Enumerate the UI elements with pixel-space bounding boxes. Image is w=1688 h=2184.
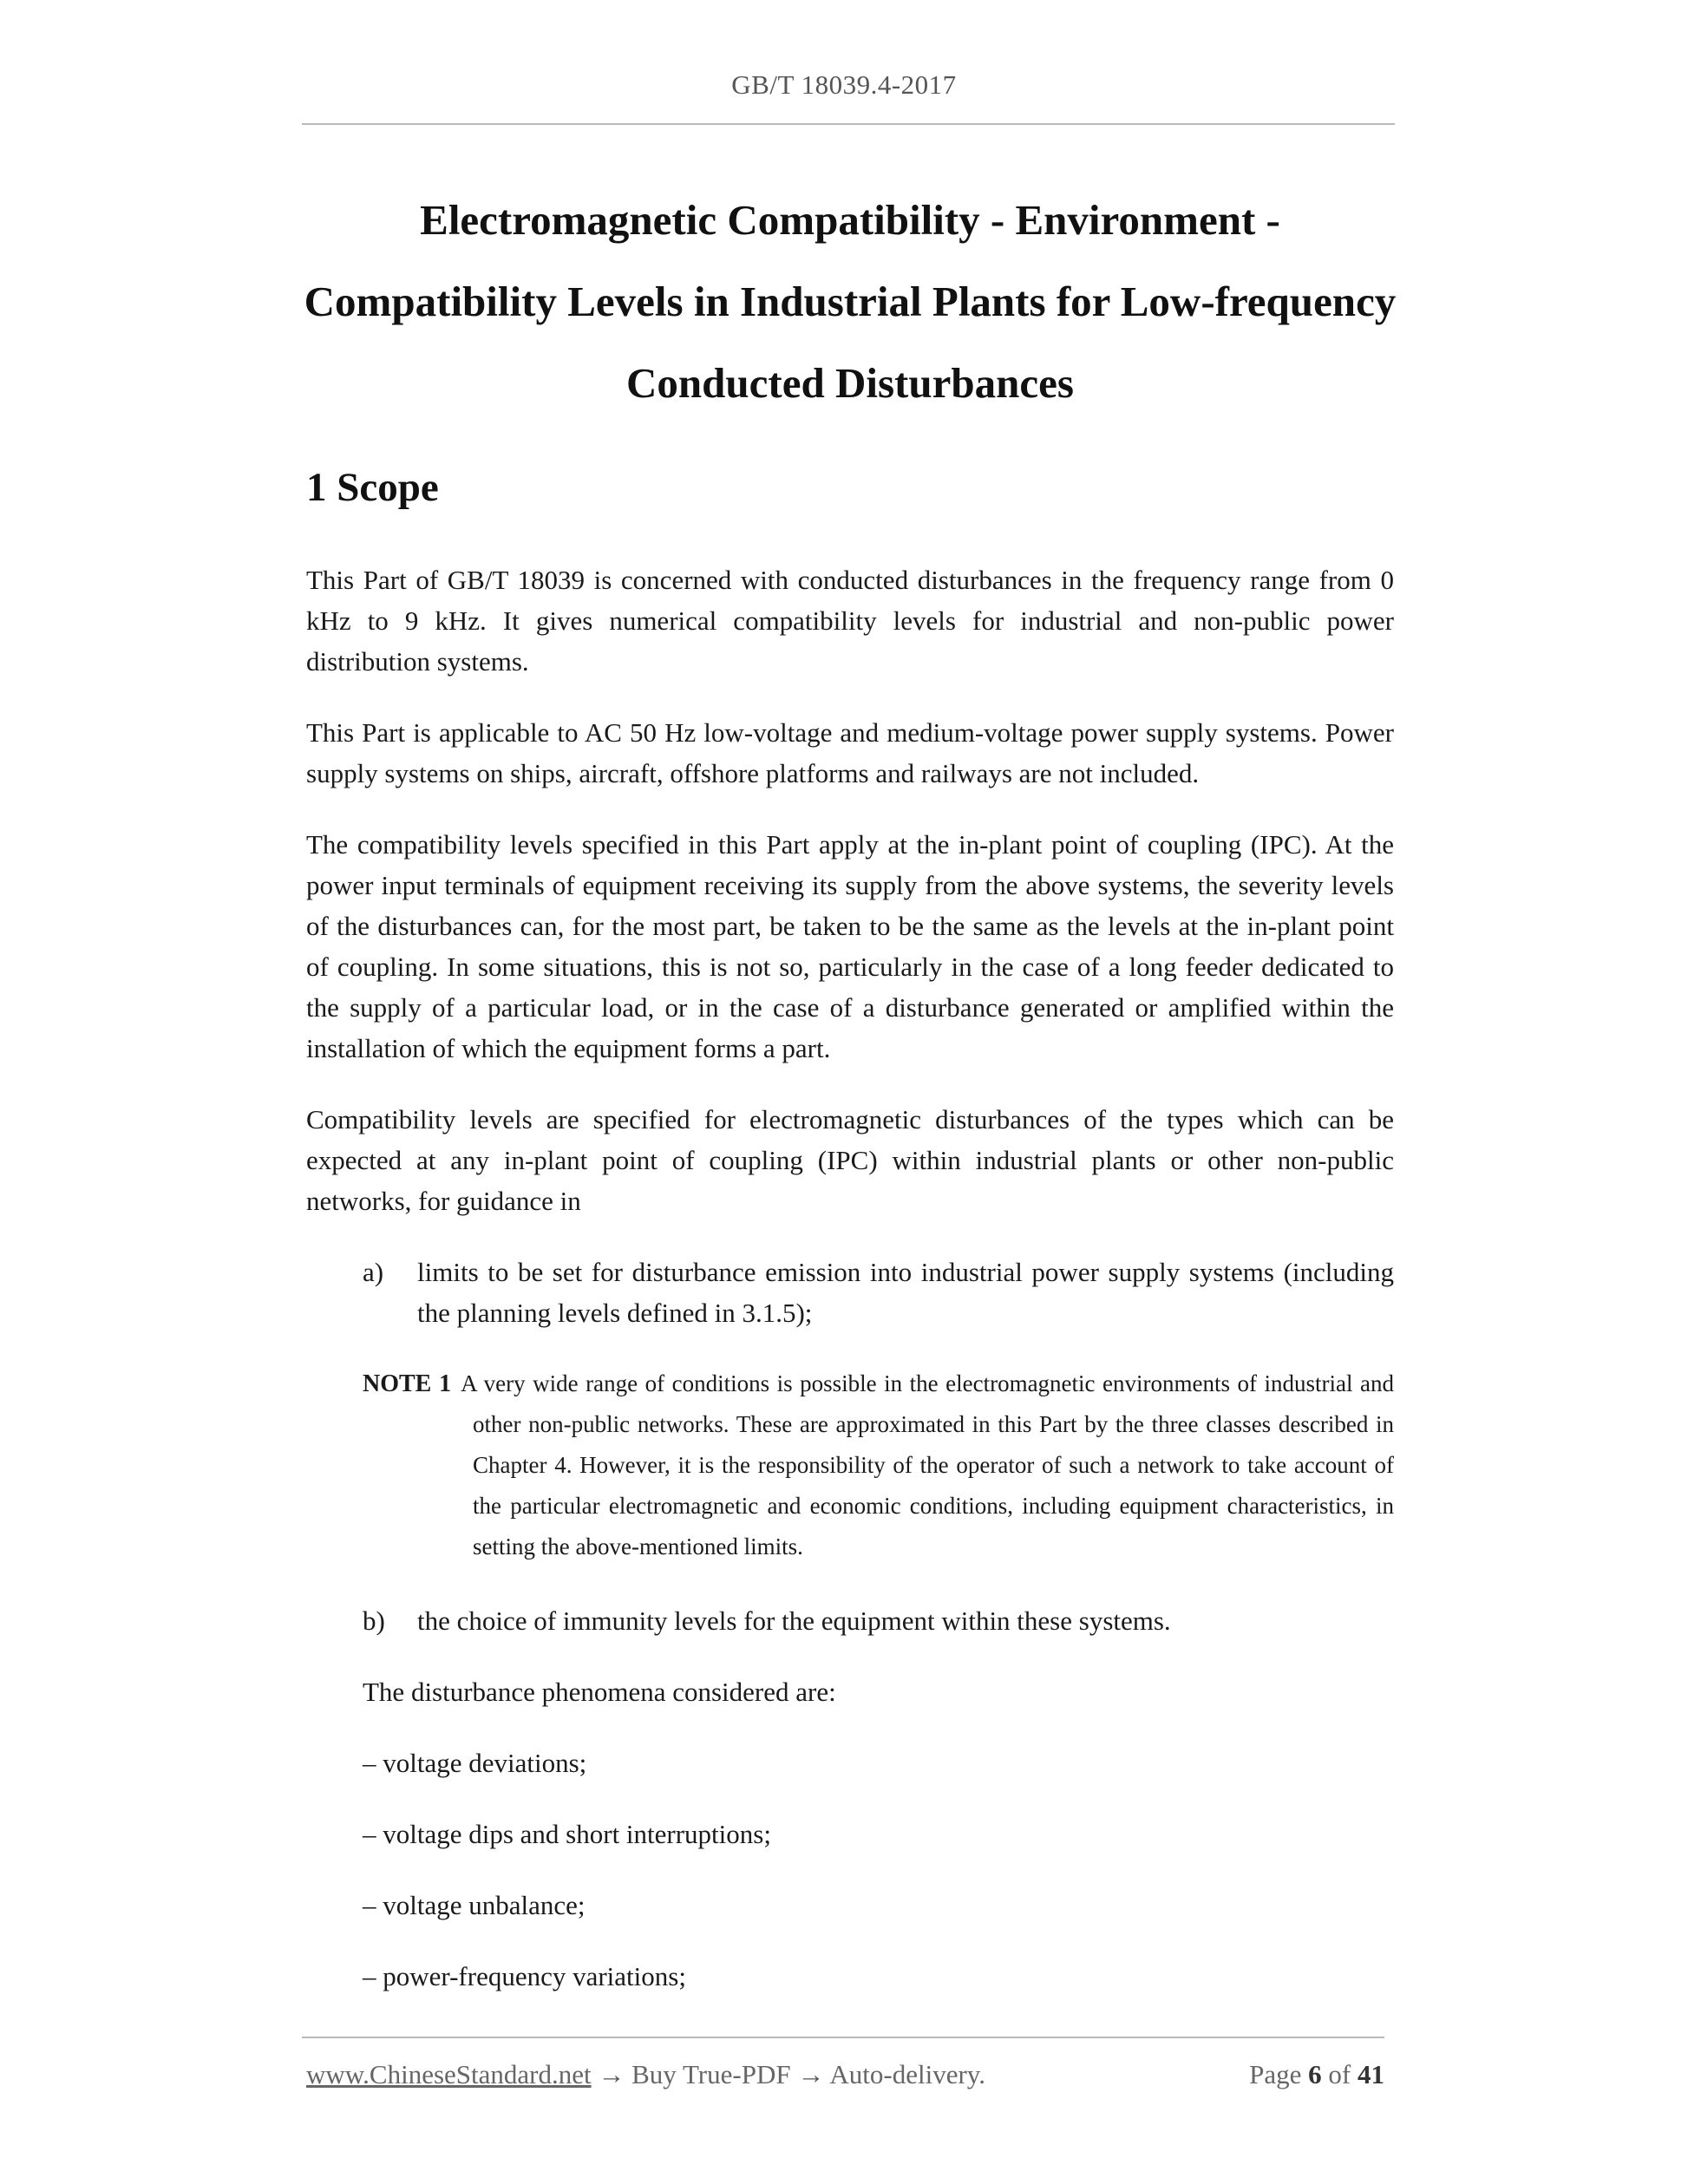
note-label: NOTE 1: [363, 1370, 452, 1397]
paragraph: This Part of GB/T 18039 is concerned with conducted disturbances in the frequency range from 0 kHz to 9 kHz. It gives numerical compatibility levels for industrial and non-public power distribution systems.: [306, 565, 1394, 677]
list-item-a: [363, 1252, 1394, 1333]
total-pages-number: 41: [1358, 2059, 1384, 2089]
title-line-2: Compatibility Levels in Industrial Plants for Low-frequency: [304, 278, 1397, 325]
note-text: A very wide range of conditions is possible in the electromagnetic environments of industrial and other non-public networks. These are approximated in this Part by the three classes described in Chapter 4. However, it is the responsibility of the operator of such a network to take account of the particular electromagnetic and economic conditions, including equipment characteristics, in setting the above-mentioned limits.: [461, 1370, 1394, 1560]
list-item-b: [363, 1600, 1394, 1641]
phenomenon-item: – voltage dips and short interruptions;: [363, 1819, 771, 1849]
footer-promo: [306, 2059, 985, 2090]
footer-divider: [302, 2037, 1384, 2038]
page-label: Page: [1249, 2059, 1302, 2089]
list-marker: b): [363, 1605, 385, 1636]
document-title: [295, 180, 1405, 424]
list-item-text: limits to be set for disturbance emission into industrial power supply systems (including the planning levels defined in 3.1.5);: [417, 1257, 1394, 1328]
page-indicator: [1249, 2059, 1384, 2090]
title-line-1: Electromagnetic Compatibility - Environment -: [420, 196, 1280, 244]
section-heading: 1 Scope: [306, 465, 439, 510]
phenomenon-item: – voltage unbalance;: [363, 1890, 586, 1920]
page-of-label: of: [1328, 2059, 1351, 2089]
page-footer: [306, 2059, 1384, 2090]
section-body: [306, 559, 1394, 2027]
phenomenon-item: – voltage deviations;: [363, 1748, 587, 1778]
list-marker: a): [363, 1257, 384, 1287]
phenomena-intro: The disturbance phenomena considered are:: [363, 1677, 836, 1707]
buy-pdf-text: Buy True-PDF: [631, 2059, 791, 2089]
auto-delivery-text: Auto-delivery.: [829, 2059, 986, 2089]
header-divider: [302, 123, 1395, 125]
website-link[interactable]: www.ChineseStandard.net: [306, 2059, 592, 2089]
current-page-number: 6: [1308, 2059, 1322, 2089]
arrow-right-icon: →: [598, 2059, 625, 2089]
list-item-text: the choice of immunity levels for the equipment within these systems.: [417, 1605, 1171, 1636]
paragraph: Compatibility levels are specified for electromagnetic disturbances of the types which can be expected at any in-plant point of coupling (IPC) within industrial plants or other non-public networks, for guidance in: [306, 1104, 1394, 1216]
arrow-right-icon: →: [797, 2059, 825, 2089]
paragraph: This Part is applicable to AC 50 Hz low-voltage and medium-voltage power supply systems. Power supply systems on ships, aircraft, offshore platforms and railways are not included.: [306, 717, 1394, 788]
title-line-3: Conducted Disturbances: [626, 359, 1074, 407]
document-id-header: GB/T 18039.4-2017: [731, 69, 957, 100]
phenomenon-item: – power-frequency variations;: [363, 1961, 686, 1991]
paragraph: The compatibility levels specified in this Part apply at the in-plant point of coupling (IPC). At the power input terminals of equipment receiving its supply from the above systems, the severity levels of the disturbances can, for the most part, be taken to be the same as the levels at the in-plant point of coupling. In some situations, this is not so, particularly in the case of a long feeder dedicated to the supply of a particular load, or in the case of a disturbance generated or amplified within the installation of which the equipment forms a part.: [306, 829, 1394, 1063]
note-block: [363, 1363, 1394, 1567]
